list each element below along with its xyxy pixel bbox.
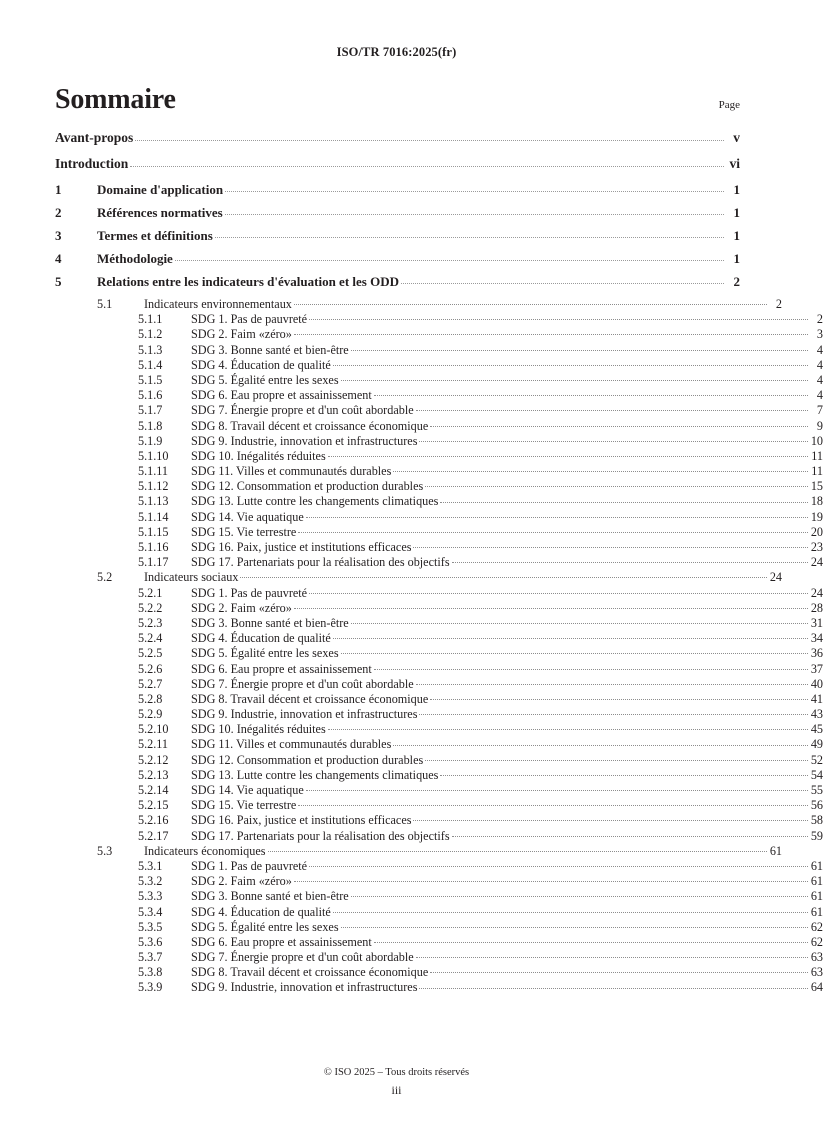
toc-entry-page: vi (729, 156, 740, 171)
toc-entry-number: 5.1.7 (138, 403, 163, 418)
toc-entry-level3[interactable] (55, 312, 823, 327)
toc-entry-number: 5.2.15 (138, 798, 169, 813)
toc-entry-number: 5 (55, 274, 62, 289)
toc-dot-leader (341, 380, 808, 381)
toc-entry-number: 5.1.1 (138, 312, 163, 327)
toc-dot-leader (374, 395, 808, 396)
toc-entry-level3[interactable] (55, 403, 823, 418)
toc-dot-leader (416, 684, 808, 685)
toc-entry-level3[interactable] (55, 449, 823, 464)
toc-entry-label: Relations entre les indicateurs d'évaluation et les ODD (97, 274, 399, 289)
toc-entry-level3[interactable] (55, 722, 823, 737)
toc-entry-label: SDG 3. Bonne santé et bien-être (191, 342, 349, 357)
toc-entry-page: 43 (810, 707, 823, 722)
toc-entry-level3[interactable] (55, 783, 823, 798)
toc-entry-level1[interactable] (55, 274, 740, 293)
toc-entry-label: SDG 2. Faim «zéro» (191, 327, 292, 342)
toc-entry-label: SDG 12. Consommation et production durables (191, 752, 424, 767)
toc-entry-page: 20 (810, 524, 823, 539)
toc-entry-level3[interactable] (55, 753, 823, 768)
toc-entry-number: 5.1.11 (138, 464, 169, 479)
toc-entry-label: SDG 9. Industrie, innovation et infrastructures (191, 433, 418, 448)
toc-entry-level1[interactable] (55, 182, 740, 201)
toc-entry-label: Méthodologie (97, 251, 173, 266)
toc-entry-number: 5.2.13 (138, 767, 169, 782)
toc-entry-label: SDG 9. Industrie, innovation et infrastructures (191, 980, 418, 995)
toc-entry-page: 59 (810, 828, 823, 843)
toc-entry-page: 2 (733, 274, 740, 289)
toc-entry-level3[interactable] (55, 950, 823, 965)
toc-dot-leader (413, 820, 808, 821)
toc-entry-page: 2 (775, 297, 782, 311)
toc-entry-page: 64 (810, 980, 823, 995)
toc-entry-number: 5.3.6 (138, 934, 163, 949)
toc-dot-leader (294, 304, 767, 305)
toc-entry-page: 23 (810, 540, 823, 554)
toc-entry-number: 5.2.8 (138, 691, 163, 706)
toc-entry-level3[interactable] (55, 601, 823, 616)
toc-entry-number: 5.2.1 (138, 585, 163, 600)
toc-entry-level3[interactable] (55, 920, 823, 935)
toc-entry-page: 4 (816, 372, 823, 387)
toc-entry-page: 45 (810, 722, 823, 737)
toc-dot-leader (225, 214, 724, 215)
toc-entry-level3[interactable] (55, 373, 823, 388)
toc-entry-level3[interactable] (55, 813, 823, 828)
running-head: ISO/TR 7016:2025(fr) (336, 45, 457, 59)
toc-dot-leader (425, 486, 808, 487)
toc-dot-leader (306, 517, 808, 518)
toc-entry-page: 18 (810, 494, 823, 509)
toc-dot-leader (413, 547, 808, 548)
toc-entry-number: 5.2.10 (138, 722, 169, 737)
toc-entry-label: Indicateurs environnementaux (144, 297, 292, 311)
toc-entry-number: 5.2.9 (138, 707, 163, 722)
toc-dot-leader (298, 805, 808, 806)
toc-entry-number: 5.2.17 (138, 828, 169, 843)
toc-entry-label: SDG 6. Eau propre et assainissement (191, 934, 372, 949)
toc-entry-label: SDG 5. Égalité entre les sexes (191, 919, 339, 934)
toc-entry-level3[interactable] (55, 692, 823, 707)
toc-entry-page: 2 (816, 312, 823, 327)
toc-dot-leader (309, 593, 808, 594)
toc-entry-label: SDG 3. Bonne santé et bien-être (191, 889, 349, 904)
toc-entry-label: SDG 8. Travail décent et croissance économique (191, 418, 429, 433)
toc-entry-label: SDG 2. Faim «zéro» (191, 874, 292, 889)
toc-entry-label: Introduction (55, 156, 129, 171)
toc-dot-leader (419, 988, 808, 989)
toc-entry-page: 1 (733, 205, 740, 220)
toc-entry-label: SDG 1. Pas de pauvreté (191, 312, 308, 327)
toc-entry-label: SDG 9. Industrie, innovation et infrastructures (191, 707, 418, 722)
toc-entry-label: SDG 5. Égalité entre les sexes (191, 646, 339, 661)
toc-entry-page: 55 (810, 783, 823, 797)
toc-entry-number: 5.3.7 (138, 950, 163, 965)
toc-entry-label: SDG 17. Partenariats pour la réalisation des objectifs (191, 555, 450, 570)
page-title: Sommaire (55, 84, 176, 115)
toc-entry-label: SDG 13. Lutte contre les changements climatiques (191, 494, 439, 509)
toc-entry-page: 10 (810, 433, 823, 448)
toc-dot-leader (351, 623, 808, 624)
toc-entry-label: SDG 14. Vie aquatique (191, 509, 304, 524)
toc-entry-label: Termes et définitions (97, 228, 213, 243)
toc-entry-page: 24 (769, 570, 782, 585)
toc-entry-level3[interactable] (55, 905, 823, 920)
toc-entry-page: 28 (810, 600, 823, 615)
toc-entry-label: SDG 7. Énergie propre et d'un coût abordable (191, 950, 414, 965)
toc-dot-leader (225, 191, 724, 192)
toc-entry-page: 63 (810, 950, 823, 965)
toc-entry-level3[interactable] (55, 646, 823, 661)
page-folio: iii (391, 1083, 402, 1097)
toc-dot-leader (452, 836, 808, 837)
toc-entry-page: 34 (810, 631, 823, 646)
toc-dot-leader (416, 410, 808, 411)
toc-entry-level2[interactable] (55, 297, 782, 312)
toc-dot-leader (393, 471, 808, 472)
toc-entry-label: SDG 16. Paix, justice et institutions efficaces (191, 540, 412, 554)
toc-dot-leader (351, 350, 808, 351)
toc-dot-leader (130, 166, 724, 167)
toc-entry-page: 63 (810, 965, 823, 980)
toc-entry-number: 5.1.8 (138, 418, 163, 433)
toc-entry-number: 5.3.4 (138, 904, 163, 919)
toc-entry-number: 5.1.2 (138, 327, 163, 342)
toc-dot-leader (416, 957, 808, 958)
toc-entry-label: SDG 10. Inégalités réduites (191, 722, 326, 737)
toc-entry-page: 9 (816, 418, 823, 433)
toc-entry-frontmatter[interactable] (55, 130, 740, 150)
toc-entry-number: 5.3 (97, 843, 113, 858)
toc-entry-number: 5.2.16 (138, 813, 169, 828)
toc-entry-level3[interactable] (55, 889, 823, 904)
toc-dot-leader (333, 365, 808, 366)
toc-dot-leader (374, 669, 808, 670)
toc-dot-leader (341, 653, 808, 654)
toc-entry-page: 62 (810, 919, 823, 934)
toc-entry-level3[interactable] (55, 327, 823, 342)
toc-entry-label: SDG 7. Énergie propre et d'un coût abordable (191, 403, 414, 418)
toc-entry-page: 7 (816, 403, 823, 418)
toc-entry-label: SDG 8. Travail décent et croissance économique (191, 691, 429, 706)
toc-entry-page: 1 (733, 228, 740, 243)
toc-entry-page: 56 (810, 798, 823, 813)
toc-entry-label: Domaine d'application (97, 182, 224, 197)
toc-dot-leader (309, 866, 808, 867)
toc-entry-page: 11 (811, 464, 823, 479)
toc-dot-leader (309, 319, 808, 320)
toc-entry-page: 3 (816, 327, 823, 342)
toc-entry-label: Indicateurs sociaux (144, 570, 239, 585)
toc-entry-page: 61 (810, 904, 823, 919)
toc-entry-number: 5.2.4 (138, 631, 163, 646)
toc-entry-level3[interactable] (55, 662, 823, 677)
toc-entry-label: Indicateurs économiques (144, 843, 266, 858)
toc-dot-leader (306, 790, 808, 791)
toc-entry-level3[interactable] (55, 510, 823, 525)
toc-entry-page: 54 (810, 767, 823, 782)
toc-entry-page: 4 (816, 388, 823, 403)
toc-entry-label: SDG 4. Éducation de qualité (191, 357, 331, 372)
toc-dot-leader (452, 562, 808, 563)
toc-entry-number: 3 (55, 228, 62, 243)
toc-entry-number: 5.2 (97, 570, 113, 585)
toc-dot-leader (341, 927, 808, 928)
toc-entry-page: 24 (810, 555, 823, 570)
toc-entry-level3[interactable] (55, 874, 823, 889)
toc-entry-number: 5.3.8 (138, 965, 163, 980)
toc-dot-leader (175, 260, 724, 261)
toc-entry-label: SDG 1. Pas de pauvreté (191, 858, 308, 873)
toc-entry-page: 58 (810, 813, 823, 828)
toc-dot-leader (430, 699, 808, 700)
toc-dot-leader (425, 760, 808, 761)
toc-entry-label: SDG 3. Bonne santé et bien-être (191, 615, 349, 630)
toc-dot-leader (268, 851, 768, 852)
toc-entry-level3[interactable] (55, 479, 823, 494)
toc-entry-number: 5.2.2 (138, 600, 163, 615)
toc-dot-leader (333, 912, 808, 913)
toc-entry-number: 5.1.3 (138, 342, 163, 357)
toc-entry-level3[interactable] (55, 965, 823, 980)
toc-dot-leader (430, 972, 808, 973)
toc-entry-level3[interactable] (55, 525, 823, 540)
toc-entry-label: SDG 4. Éducation de qualité (191, 904, 331, 919)
toc-entry-number: 5.2.5 (138, 646, 163, 661)
toc-dot-leader (440, 775, 808, 776)
toc-entry-level1[interactable] (55, 205, 740, 224)
toc-entry-level3[interactable] (55, 631, 823, 646)
copyright-notice: © ISO 2025 – Tous droits réservés (323, 1067, 470, 1079)
toc-entry-label: SDG 12. Consommation et production durables (191, 479, 424, 494)
toc-entry-level3[interactable] (55, 798, 823, 813)
toc-entry-page: 4 (816, 357, 823, 372)
toc-entry-page: 61 (810, 889, 823, 904)
toc-entry-level1[interactable] (55, 228, 740, 247)
toc-entry-frontmatter[interactable] (55, 156, 740, 176)
toc-entry-level3[interactable] (55, 707, 823, 722)
page-footer (0, 1066, 793, 1098)
toc-entry-label: SDG 6. Eau propre et assainissement (191, 661, 372, 676)
toc-entry-page: 19 (810, 509, 823, 524)
toc-entry-level1[interactable] (55, 251, 740, 270)
toc-entry-number: 5.1.12 (138, 479, 169, 494)
toc-entry-number: 5.2.3 (138, 615, 163, 630)
toc-entry-number: 5.2.12 (138, 752, 169, 767)
toc-entry-page: 31 (810, 615, 823, 630)
toc-dot-leader (333, 638, 808, 639)
toc-entry-number: 1 (55, 182, 62, 197)
toc-entry-label: SDG 1. Pas de pauvreté (191, 585, 308, 600)
toc-entry-level3[interactable] (55, 616, 823, 631)
toc-entry-number: 5.2.11 (138, 737, 169, 752)
toc-entry-label: SDG 16. Paix, justice et institutions efficaces (191, 813, 412, 828)
toc-entry-level3[interactable] (55, 419, 823, 434)
toc-entry-label: SDG 13. Lutte contre les changements climatiques (191, 767, 439, 782)
toc-entry-label: SDG 15. Vie terrestre (191, 524, 297, 539)
toc-entry-level3[interactable] (55, 434, 823, 449)
toc-entry-level3[interactable] (55, 494, 823, 509)
toc-entry-page: 11 (811, 448, 823, 463)
toc-entry-page: 61 (810, 858, 823, 873)
toc-entry-page: 41 (810, 691, 823, 706)
toc-entry-label: SDG 4. Éducation de qualité (191, 631, 331, 646)
page-column-label: Page (718, 99, 740, 111)
toc-entry-page: 37 (810, 661, 823, 676)
toc-entry-number: 2 (55, 205, 62, 220)
toc-dot-leader (419, 714, 808, 715)
toc-header-row (55, 80, 740, 114)
toc-dot-leader (215, 237, 724, 238)
toc-entry-page: 4 (816, 342, 823, 357)
toc-entry-label: SDG 11. Villes et communautés durables (191, 737, 392, 752)
toc-dot-leader (401, 283, 724, 284)
toc-entry-level3[interactable] (55, 540, 823, 555)
toc-entry-level3[interactable] (55, 768, 823, 783)
toc-entry-number: 5.1 (97, 297, 113, 311)
toc-entry-label: Références normatives (97, 205, 223, 220)
toc-entry-number: 5.1.17 (138, 555, 169, 570)
toc-entry-number: 5.3.3 (138, 889, 163, 904)
toc-entry-number: 5.1.10 (138, 448, 169, 463)
toc-entry-number: 5.2.14 (138, 783, 169, 797)
toc-entry-label: SDG 2. Faim «zéro» (191, 600, 292, 615)
toc-entry-level3[interactable] (55, 555, 823, 570)
toc-entry-level3[interactable] (55, 343, 823, 358)
toc-entry-number: 5.1.16 (138, 540, 169, 554)
toc-entry-label: SDG 6. Eau propre et assainissement (191, 388, 372, 403)
toc-entry-level3[interactable] (55, 859, 823, 874)
toc-entry-number: 5.3.1 (138, 858, 163, 873)
toc-entry-level3[interactable] (55, 358, 823, 373)
toc-dot-leader (294, 881, 808, 882)
toc-entry-label: SDG 7. Énergie propre et d'un coût abordable (191, 676, 414, 691)
toc-entry-page: 36 (810, 646, 823, 661)
toc-entry-page: 40 (810, 676, 823, 691)
toc-dot-leader (430, 426, 808, 427)
toc-dot-leader (440, 502, 808, 503)
toc-entry-number: 5.1.4 (138, 357, 163, 372)
toc-entry-label: SDG 14. Vie aquatique (191, 783, 304, 797)
toc-entry-level3[interactable] (55, 388, 823, 403)
toc-entry-page: 61 (769, 843, 782, 858)
toc-entry-page: 61 (810, 874, 823, 889)
toc-entry-label: SDG 5. Égalité entre les sexes (191, 372, 339, 387)
toc-entry-label: SDG 10. Inégalités réduites (191, 448, 326, 463)
toc-entry-number: 5.3.9 (138, 980, 163, 995)
toc-dot-leader (135, 140, 724, 141)
toc-entry-label: SDG 15. Vie terrestre (191, 798, 297, 813)
toc-entry-page: 15 (810, 479, 823, 494)
toc-entry-level3[interactable] (55, 586, 823, 601)
toc-dot-leader (351, 896, 808, 897)
toc-entry-level2[interactable] (55, 844, 782, 859)
toc-entry-page: 49 (810, 737, 823, 752)
toc-entry-level2[interactable] (55, 570, 782, 585)
toc-list (55, 130, 823, 996)
toc-entry-level3[interactable] (55, 677, 823, 692)
toc-entry-number: 5.3.2 (138, 874, 163, 889)
toc-entry-label: SDG 17. Partenariats pour la réalisation des objectifs (191, 828, 450, 843)
toc-entry-level3[interactable] (55, 737, 823, 752)
toc-entry-level3[interactable] (55, 829, 823, 844)
toc-entry-number: 5.2.6 (138, 661, 163, 676)
toc-dot-leader (240, 577, 767, 578)
toc-dot-leader (298, 532, 808, 533)
toc-entry-page: 24 (810, 585, 823, 600)
toc-entry-level3[interactable] (55, 464, 823, 479)
toc-entry-number: 5.1.14 (138, 509, 169, 524)
toc-entry-level3[interactable] (55, 935, 823, 950)
toc-entry-label: SDG 8. Travail décent et croissance économique (191, 965, 429, 980)
toc-entry-label: SDG 11. Villes et communautés durables (191, 464, 392, 479)
toc-entry-page: 62 (810, 934, 823, 949)
toc-entry-number: 5.1.13 (138, 494, 169, 509)
toc-entry-number: 5.1.15 (138, 524, 169, 539)
toc-entry-label: Avant-propos (55, 130, 134, 145)
toc-dot-leader (419, 441, 808, 442)
toc-entry-number: 5.1.9 (138, 433, 163, 448)
toc-entry-number: 4 (55, 251, 62, 266)
toc-entry-page: 1 (733, 251, 740, 266)
toc-entry-page: 1 (733, 182, 740, 197)
toc-entry-page: 52 (810, 752, 823, 767)
toc-dot-leader (393, 745, 808, 746)
toc-entry-number: 5.2.7 (138, 676, 163, 691)
toc-entry-number: 5.3.5 (138, 919, 163, 934)
toc-entry-page: v (733, 130, 740, 145)
toc-content (55, 80, 823, 996)
toc-entry-number: 5.1.6 (138, 388, 163, 403)
toc-dot-leader (294, 334, 808, 335)
toc-entry-level3[interactable] (55, 980, 823, 995)
toc-dot-leader (328, 729, 808, 730)
toc-dot-leader (374, 942, 808, 943)
toc-dot-leader (328, 456, 808, 457)
toc-entry-number: 5.1.5 (138, 372, 163, 387)
toc-dot-leader (294, 608, 808, 609)
